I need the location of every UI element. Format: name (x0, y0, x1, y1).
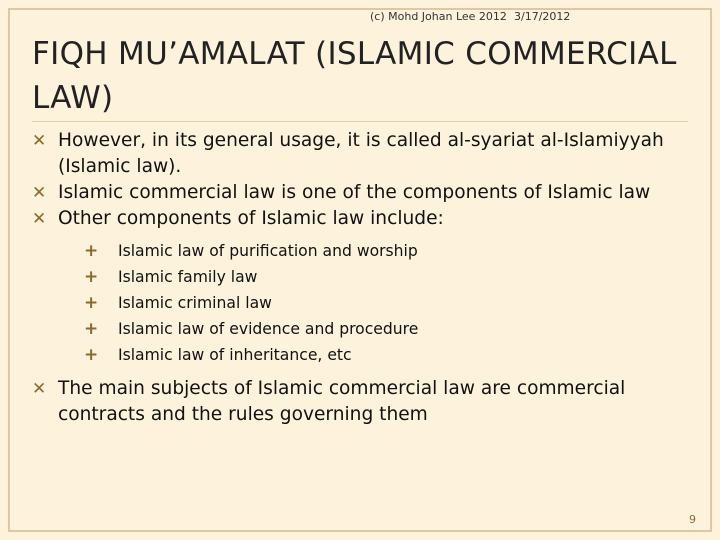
sub-bullet-item (84, 264, 700, 290)
bullet-item (32, 376, 700, 428)
sub-bullet-item (84, 316, 700, 342)
bullet-item (32, 128, 700, 180)
plus-icon: + (84, 267, 99, 287)
bullet-item (32, 180, 700, 206)
plus-icon: + (84, 319, 99, 339)
bullet-text: Other components of Islamic law include: (58, 208, 444, 229)
plus-icon: + (84, 345, 99, 365)
bullet-text: Islamic commercial law is one of the components of Islamic law (58, 182, 651, 203)
bullet-text: The main subjects of Islamic commercial law are commercial contracts and the rules governing them (58, 378, 626, 425)
sub-bullet-item (84, 290, 700, 316)
x-cross-icon: ✕ (32, 183, 47, 203)
bullet-item (32, 206, 700, 368)
author-footer: (c) Mohd Johan Lee 2012 (370, 10, 507, 23)
slide-title: FIQH MU’AMALAT (ISLAMIC COMMERCIAL LAW) (32, 36, 677, 116)
sub-bullet-text: Islamic family law (118, 268, 258, 286)
date-footer: 3/17/2012 (514, 10, 571, 23)
sub-bullet-text: Islamic criminal law (118, 294, 272, 312)
x-cross-icon: ✕ (32, 379, 47, 399)
sub-bullet-text: Islamic law of evidence and procedure (118, 320, 419, 338)
x-cross-icon: ✕ (32, 209, 47, 229)
plus-icon: + (84, 293, 99, 313)
sub-bullet-item (84, 342, 700, 368)
page-number: 9 (689, 513, 696, 526)
title-divider (32, 121, 688, 122)
sub-bullet-list (84, 238, 700, 368)
plus-icon: + (84, 241, 99, 261)
sub-bullet-text: Islamic law of purification and worship (118, 242, 418, 260)
slide-body (32, 128, 700, 428)
x-cross-icon: ✕ (32, 131, 47, 151)
bullet-text: However, in its general usage, it is called al-syariat al-Islamiyyah (Islamic law). (58, 130, 664, 177)
sub-bullet-text: Islamic law of inheritance, etc (118, 346, 352, 364)
bullet-list (32, 128, 700, 428)
sub-bullet-item (84, 238, 700, 264)
